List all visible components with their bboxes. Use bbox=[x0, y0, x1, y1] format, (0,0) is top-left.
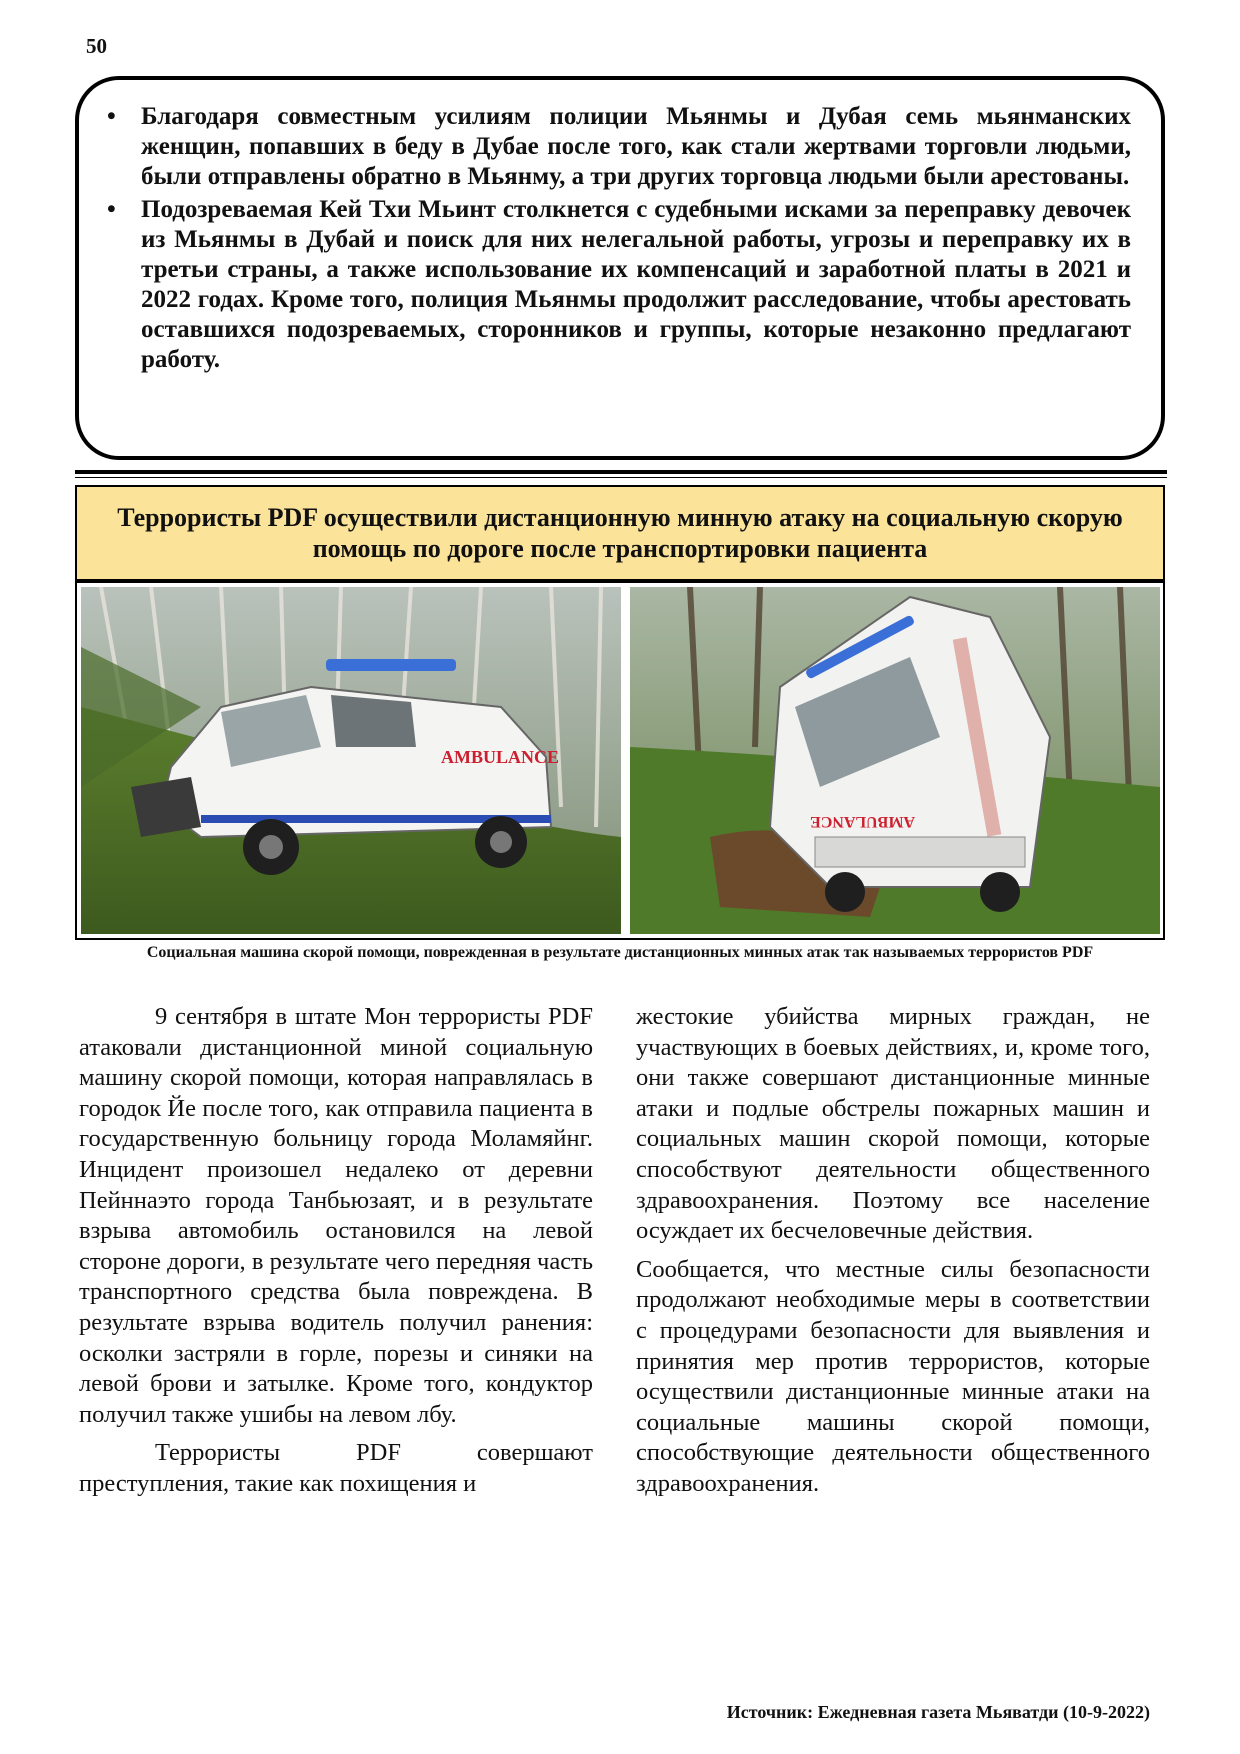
page-number: 50 bbox=[86, 34, 107, 58]
ambulance-photo-right bbox=[630, 587, 1160, 934]
divider-thick bbox=[75, 470, 1167, 474]
article-paragraph: Террористы PDF совершают преступления, такие как похищения и bbox=[79, 1439, 593, 1497]
source-credit: Источник: Ежедневная газета Мьяватди (10-9-2022) bbox=[726, 1702, 1150, 1722]
article-column-left bbox=[79, 1002, 593, 1500]
summary-box bbox=[75, 76, 1165, 460]
article-column-right bbox=[636, 1002, 1150, 1500]
article-headline: Террористы PDF осуществили дистанционную минную атаку на социальную скорую помощь по дороге после транспортировки пациента bbox=[75, 485, 1165, 581]
summary-bullet-1: • Благодаря совместным усилиям полиции Мьянмы и Дубая семь мьянманских женщин, попавших в беду в Дубае после того, как стали жертвами торговли людьми, были отправлены обратно в Мьянму, а три других торговца людьми были арестованы. bbox=[141, 102, 1131, 192]
photo-caption: Социальная машина скорой помощи, поврежденная в результате дистанционных минных атак так называемых террористов PDF bbox=[146, 944, 1094, 961]
article-paragraph: Сообщается, что местные силы безопасности продолжают необходимые меры в соответствии с процедурами безопасности для выявления и принятия мер против террористов, которые осуществили дистанционные минные атаки на социальные машины скорой помощи, способствующие деятельности общественного здравоохранения. bbox=[636, 1255, 1150, 1497]
ambulance-left-label: AMBULANCE bbox=[441, 747, 560, 767]
article-paragraph: жестокие убийства мирных граждан, не участвующих в боевых действиях, и, кроме того, они также совершают дистанционные минные атаки и подлые обстрелы пожарных машин и социальных машин скорой помощи, которые способствуют деятельности общественного здравоохранения. Поэтому все население осуждает их бесчеловечные действия. bbox=[636, 1003, 1150, 1245]
summary-bullet-2: • Подозреваемая Кей Тхи Мьинт столкнется с судебными исками за переправку девочек из Мьянмы в Дубай и поиск для них нелегальной работы, угрозы и переправку их в третьи страны, а также использование их компенсаций и заработной платы в 2021 и 2022 годах. Кроме того, полиция Мьянмы продолжит расследование, чтобы арестовать оставшихся подозреваемых, сторонников и группы, которые незаконно предлагают работу. bbox=[141, 195, 1131, 375]
ambulance-right-label: AMBULANCE bbox=[810, 813, 915, 830]
photo-strip bbox=[75, 581, 1165, 940]
article-paragraph: 9 сентября в штате Мон террористы PDF атаковали дистанционной миной социальную машину скорой помощи, которая направлялась в городок Йе после того, как отправила пациента в государственную больницу города Моламяйнг. Инцидент произошел недалеко от деревни Пейннаэто города Танбьюзаят, и в результате взрыва автомобиль остановился на левой стороне дороги, в результате чего передняя часть транспортного средства была повреждена. В результате взрыва водитель получил ранения: осколки застряли в горле, порезы и синяки на левой брови и затылке. Кроме того, кондуктор получил также ушибы на левом лбу. bbox=[79, 1003, 593, 1428]
divider-thin bbox=[75, 477, 1167, 478]
ambulance-photo-left bbox=[81, 587, 621, 934]
